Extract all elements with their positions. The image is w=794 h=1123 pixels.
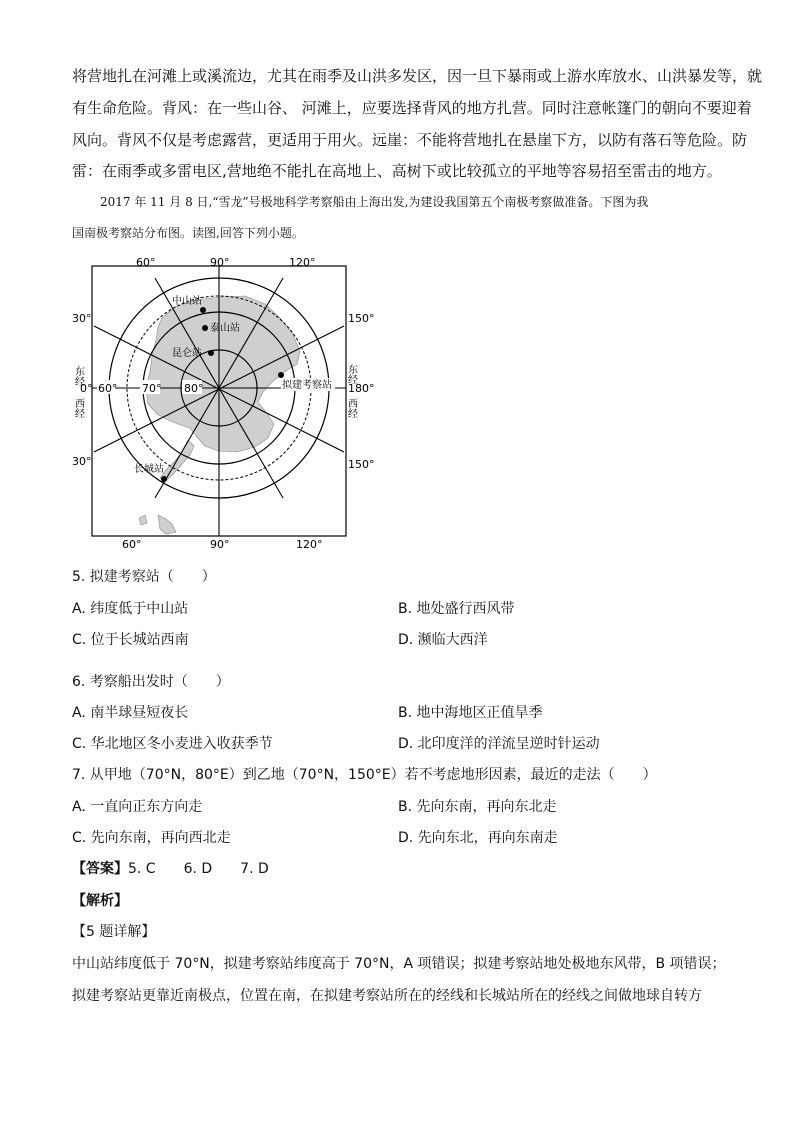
- answer-label: 【答案】: [72, 861, 128, 877]
- detail-line-1: 中山站纬度低于 70°N，拟建考察站纬度高于 70°N，A 项错误；拟建考察站地处极地东风带，B 项错误；: [72, 956, 726, 972]
- proposed-station-dot: [278, 372, 284, 378]
- question-5-option-d: D. 濒临大西洋: [398, 632, 488, 648]
- west-longitude-label-left: 西经: [72, 398, 84, 418]
- question-7-option-b: B. 先向东南，再向东北走: [398, 799, 557, 815]
- bottom-label-60: 60°: [122, 538, 142, 551]
- left-label-0: 0°: [80, 382, 93, 395]
- question-6-option-a: A. 南半球昼短夜长: [72, 705, 189, 721]
- intro-line-1: 将营地扎在河滩上或溪流边，尤其在雨季及山洪多发区，因一旦下暴雨或上游水库放水、山洪暴发等，就: [72, 67, 763, 85]
- answer-text: 5. C 6. D 7. D: [128, 861, 269, 877]
- intro-line-4: 雷：在雨季或多雷电区,营地绝不能扎在高地上、高树下或比较孤立的平地等容易招至雷击的地方。: [72, 162, 722, 180]
- taishan-station-dot: [202, 325, 208, 331]
- top-label-90: 90°: [210, 256, 230, 269]
- antarctic-station-map: [70, 250, 390, 555]
- east-longitude-label-right: 东经: [345, 364, 357, 384]
- question-7-option-c: C. 先向东南，再向西北走: [72, 830, 231, 846]
- question-6-option-d: D. 北印度洋的洋流呈逆时针运动: [398, 736, 600, 752]
- south-america-tip: [158, 515, 176, 534]
- ring-label-60: 60°: [98, 382, 118, 395]
- question-7-option-a: A. 一直向正东方向走: [72, 799, 203, 815]
- question-5-stem: 5. 拟建考察站（ ）: [72, 569, 216, 585]
- material-line-2: 国南极考察站分布图。读图,回答下列小题。: [72, 226, 304, 240]
- question-7-stem: 7. 从甲地（70°N，80°E）到乙地（70°N，150°E）若不考虑地形因素，最近的走法（ ）: [72, 767, 657, 783]
- changcheng-label: 长城站: [134, 464, 164, 475]
- question-7-option-d: D. 先向东北，再向东南走: [398, 830, 558, 846]
- right-label-150-bottom: 150°: [348, 458, 375, 471]
- east-longitude-label-left: 东经: [72, 366, 84, 386]
- kunlun-label: 昆仑站: [172, 348, 202, 359]
- question-5-option-a: A. 纬度低于中山站: [72, 601, 189, 617]
- top-label-120: 120°: [289, 256, 316, 269]
- island: [139, 515, 147, 525]
- intro-line-3: 风向。背风不仅是考虑露营，更适用于用火。远崖：不能将营地扎在悬崖下方，以防有落石等危险。防: [72, 131, 748, 149]
- changcheng-station-dot: [161, 476, 167, 482]
- top-label-60: 60°: [136, 256, 156, 269]
- zhongshan-station-dot: [200, 307, 206, 313]
- analysis-label: 【解析】: [72, 893, 128, 909]
- bottom-label-90: 90°: [210, 538, 230, 551]
- detail-line-2: 拟建考察站更靠近南极点，位置在南，在拟建考察站所在的经线和长城站所在的经线之间做地球自转方: [72, 988, 702, 1004]
- question-5-option-c: C. 位于长城站西南: [72, 632, 189, 648]
- ring-label-80: 80°: [184, 382, 204, 395]
- antarctica-landmass: [146, 296, 300, 452]
- bottom-label-120: 120°: [296, 538, 323, 551]
- question-6-stem: 6. 考察船出发时（ ）: [72, 674, 230, 690]
- left-label-30-top: 30°: [72, 312, 92, 325]
- question-6-option-b: B. 地中海地区正值旱季: [398, 705, 543, 721]
- zhongshan-label: 中山站: [172, 296, 202, 307]
- answer-row: [72, 858, 269, 878]
- right-label-180: 180°: [348, 382, 375, 395]
- taishan-label: 泰山站: [210, 323, 240, 334]
- intro-line-2: 有生命危险。背风：在一些山谷、 河滩上，应要选择背风的地方扎营。同时注意帐篷门的朝向不要迎着: [72, 99, 752, 117]
- question-6-option-c: C. 华北地区冬小麦进入收获季节: [72, 736, 273, 752]
- right-label-150-top: 150°: [348, 312, 375, 325]
- west-longitude-label-right: 西经: [345, 398, 357, 418]
- left-label-30-bottom: 30°: [72, 455, 92, 468]
- kunlun-station-dot: [208, 350, 214, 356]
- meridian-lines: [92, 266, 346, 536]
- proposed-station-label: 拟建考察站: [282, 380, 332, 391]
- material-line-1: 2017 年 11 月 8 日,“雪龙”号极地科学考察船由上海出发,为建设我国第五个南极考察做准备。下图为我: [100, 195, 649, 209]
- detail-label: 【5 题详解】: [72, 924, 156, 940]
- ring-label-70: 70°: [142, 382, 162, 395]
- question-5-option-b: B. 地处盛行西风带: [398, 601, 515, 617]
